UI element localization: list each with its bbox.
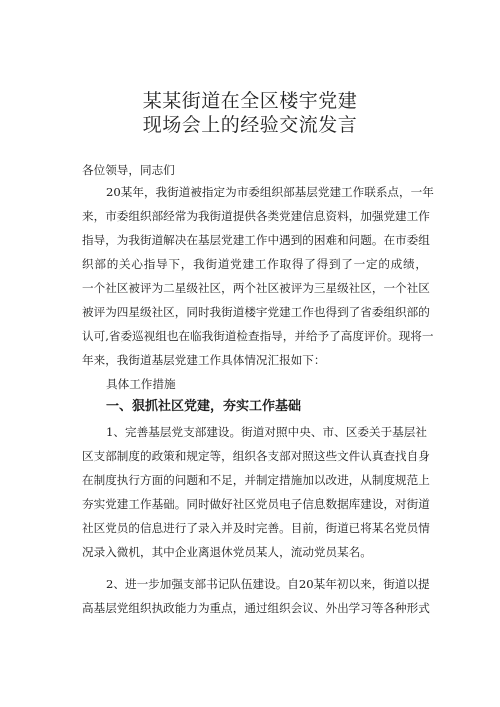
salutation: 各位领导，同志们 xyxy=(82,163,175,177)
section-label: 具体工作措施 xyxy=(106,377,176,391)
paragraph-2-line-4: 夯实党建工作基础。同时做好社区党员电子信息数据库建设，对街道 xyxy=(82,497,430,511)
paragraph-2-line-1: 1、完善基层党支部建设。街道对照中央、市、区委关于基层社 xyxy=(106,425,427,439)
paragraph-1-line-4: 织部的关心指导下，我街道党建工作取得了得到了一定的成绩， xyxy=(82,257,427,271)
paragraph-3-line-1: 2、进一步加强支部书记队伍建设。自20某年初以来，街道以提 xyxy=(106,577,430,591)
paragraph-1-line-1: 20某年，我街道被指定为市委组织部基层党建工作联系点，一年 xyxy=(106,185,434,199)
paragraph-3-line-2: 高基层党组织执政能力为重点，通过组织会议、外出学习等各种形式 xyxy=(82,601,430,615)
paragraph-2-line-3: 在制度执行方面的问题和不足，并制定措施加以改进，从制度规范上 xyxy=(82,473,430,487)
paragraph-2-line-6: 况录入微机，其中企业离退休党员某人，流动党员某名。 xyxy=(82,545,372,559)
paragraph-2-line-2: 区支部制度的政策和规定等，组织各支部对照这些文件认真查找自身 xyxy=(82,449,430,463)
paragraph-2-line-5: 社区党员的信息进行了录入并及时完善。目前，街道已将某名党员情 xyxy=(82,521,430,535)
section-heading-1: 一、狠抓社区党建，夯实工作基础 xyxy=(106,399,302,414)
paragraph-1-line-5: 一个社区被评为二星级社区，两个社区被评为三星级社区，一个社区 xyxy=(82,281,430,295)
paragraph-1-line-6: 被评为四星级社区，同时我街道楼宇党建工作也得到了省委组织部的 xyxy=(82,305,430,319)
paragraph-1-line-3: 指导，为我街道解决在基层党建工作中遇到的困难和问题。在市委组 xyxy=(82,233,430,247)
paragraph-1-line-7: 认可,省委巡视组也在临我街道检查指导，并给予了高度评价。现将一 xyxy=(82,329,434,343)
document-title-line-2: 现场会上的经验交流发言 xyxy=(142,115,358,136)
paragraph-1-line-2: 来，市委组织部经常为我街道提供各类党建信息资料，加强党建工作 xyxy=(82,209,430,223)
paragraph-1-line-8: 年来，我街道基层党建工作具体情况汇报如下： xyxy=(82,353,326,367)
document-title-line-1: 某某街道在全区楼宇党建 xyxy=(142,91,358,112)
